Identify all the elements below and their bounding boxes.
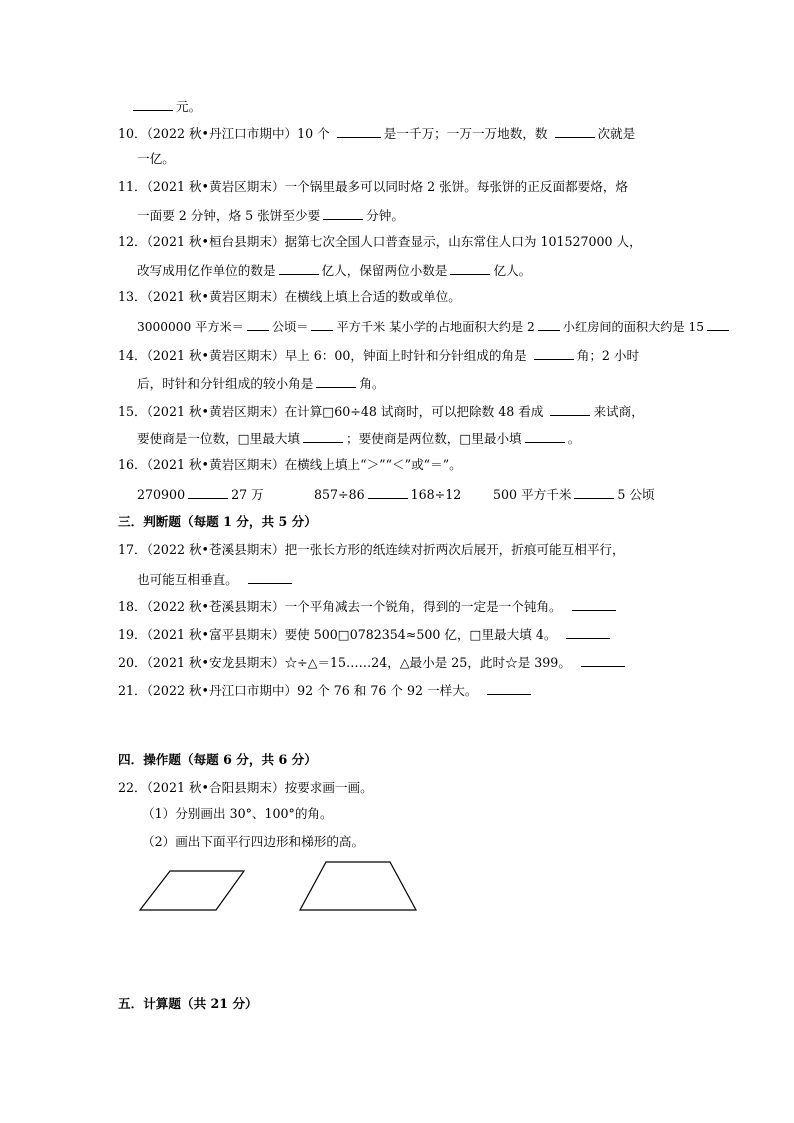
question-13: 13．（2021 秋•黄岩区期末）在横线上填上合适的数或单位。 — [118, 289, 461, 304]
answer-blank[interactable] — [534, 346, 574, 360]
answer-blank[interactable] — [248, 570, 292, 584]
question-17-line2: 也可能互相垂直。 — [137, 570, 295, 588]
question-13-line2: 3000000 平方米＝ 公顷＝ 平方千米 某小学的占地面积大约是 2 小红房间的面积大约是 15 — [137, 317, 732, 335]
answer-blank[interactable] — [555, 124, 595, 138]
answer-blank[interactable] — [538, 317, 560, 331]
answer-blank[interactable] — [487, 681, 531, 695]
question-14-line2: 后，时针和分针组成的较小角是 角。 — [137, 376, 385, 391]
q9-tail: 元。 — [130, 97, 201, 115]
answer-blank[interactable] — [450, 261, 490, 275]
question-11: 11．（2021 秋•黄岩区期末）一个锅里最多可以同时烙 2 张饼。每张饼的正反面都要烙，烙 — [118, 179, 629, 194]
question-22-sub-1: （1）分别画出 30°、100°的角。 — [142, 806, 333, 821]
parallelogram-shape — [140, 871, 244, 910]
question-11-line2: 一面要 2 分钟，烙 5 张饼至少要 分钟。 — [137, 208, 404, 223]
question-16-item-3: 500 平方千米 5 公顷 — [493, 487, 655, 502]
answer-blank[interactable] — [133, 97, 173, 111]
figure-shapes — [130, 855, 430, 915]
answer-blank[interactable] — [303, 429, 343, 443]
answer-blank[interactable] — [572, 597, 616, 611]
question-14: 14．（2021 秋•黄岩区期末）早上 6：00，钟面上时针和分针组成的角是 角；2 小时 — [118, 348, 640, 363]
question-21: 21．（2022 秋•丹江口市期中）92 个 76 和 76 个 92 一样大。 — [118, 681, 534, 699]
question-15-line2: 要使商是一位数，□里最大填 ；要使商是两位数，□里最小填 。 — [137, 431, 581, 446]
question-18: 18．（2022 秋•苍溪县期末）一个平角减去一个锐角，得到的一定是一个钝角。 — [118, 597, 619, 615]
answer-blank[interactable] — [566, 625, 610, 639]
question-16: 16．（2021 秋•黄岩区期末）在横线上填上“＞”“＜”或“＝”。 — [118, 457, 462, 472]
question-15: 15．（2021 秋•黄岩区期末）在计算□60÷48 试商时，可以把除数 48 看成 来试商， — [118, 404, 644, 419]
answer-blank[interactable] — [368, 485, 408, 499]
question-19: 19．（2021 秋•富平县期末）要使 500□0782354≈500 亿，□里最大填 4。 — [118, 625, 613, 643]
answer-blank[interactable] — [574, 485, 614, 499]
question-16-item-2: 857÷86 168÷12 — [314, 487, 462, 502]
question-22-sub-2: （2）画出下面平行四边形和梯形的高。 — [142, 834, 365, 849]
answer-blank[interactable] — [581, 653, 625, 667]
answer-blank[interactable] — [279, 261, 319, 275]
answer-blank[interactable] — [323, 206, 363, 220]
question-12: 12．（2021 秋•桓台县期末）据第七次全国人口普查显示，山东常住人口为 101527000 人， — [118, 234, 642, 249]
answer-blank[interactable] — [707, 317, 729, 331]
trapezoid-shape — [300, 862, 416, 910]
answer-blank[interactable] — [316, 374, 356, 388]
question-10: 10．（2022 秋•丹江口市期中）10 个 是一千万；一万一万地数，数 次就是 — [118, 126, 636, 141]
section-heading-operation: 四．操作题（每题 6 分，共 6 分） — [118, 752, 317, 767]
question-17: 17．（2022 秋•苍溪县期末）把一张长方形的纸连续对折两次后展开，折痕可能互相平行， — [118, 542, 625, 557]
answer-blank[interactable] — [525, 429, 565, 443]
answer-blank[interactable] — [188, 485, 228, 499]
question-20: 20．（2021 秋•安龙县期末）☆÷△＝15……24，△最小是 25，此时☆是 399。 — [118, 653, 628, 671]
section-heading-judgement: 三．判断题（每题 1 分，共 5 分） — [118, 514, 317, 529]
question-22: 22．（2021 秋•合阳县期末）按要求画一画。 — [118, 780, 373, 795]
answer-blank[interactable] — [337, 124, 381, 138]
question-10-line2: 一亿。 — [137, 151, 175, 166]
section-heading-calculation: 五．计算题（共 21 分） — [118, 996, 258, 1011]
answer-blank[interactable] — [550, 402, 590, 416]
answer-blank[interactable] — [247, 317, 269, 331]
answer-blank[interactable] — [311, 317, 333, 331]
question-12-line2: 改写成用亿作单位的数是 亿人，保留两位小数是 亿人。 — [137, 263, 532, 278]
question-16-item-1: 270900 27 万 — [137, 487, 264, 502]
